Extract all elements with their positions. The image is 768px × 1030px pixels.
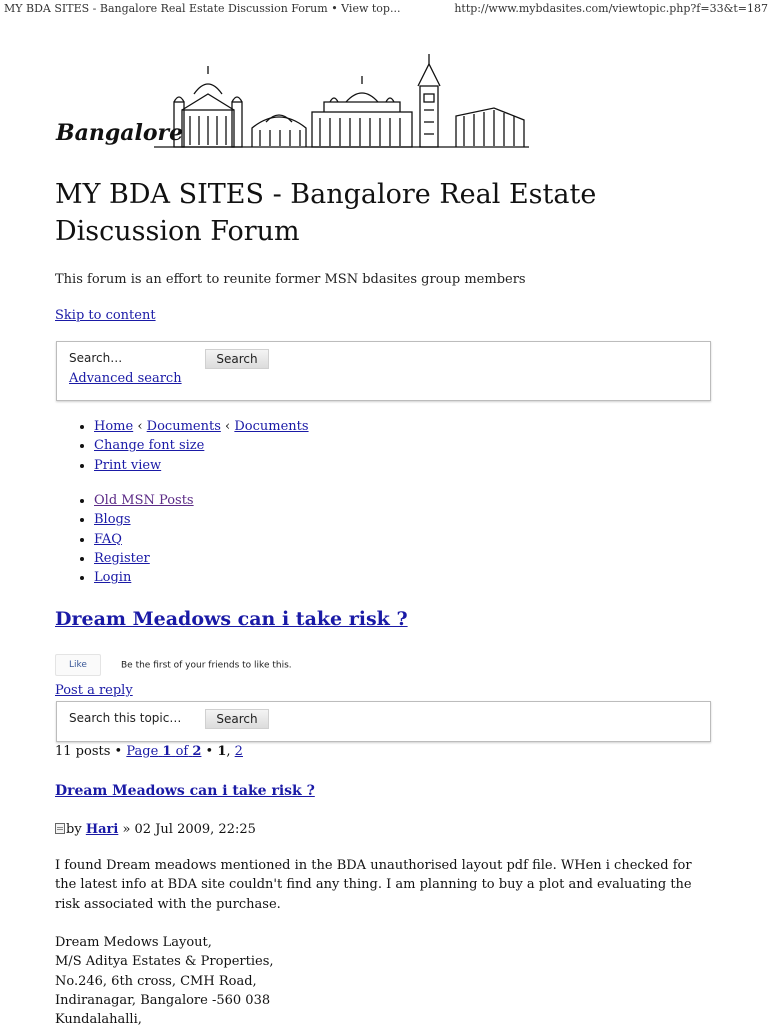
header-search-box xyxy=(56,341,711,401)
post-meta xyxy=(55,822,256,837)
page-current: 1 xyxy=(162,744,172,759)
topic-search-button[interactable]: Search xyxy=(205,709,269,729)
list-item xyxy=(94,456,309,475)
search-button[interactable]: Search xyxy=(205,349,269,369)
site-title-line1: MY BDA SITES - Bangalore Real Estate xyxy=(55,179,597,210)
post-address xyxy=(55,933,715,1029)
page-2-link[interactable]: 2 xyxy=(234,744,243,759)
page-total: 2 xyxy=(192,744,202,759)
list-item xyxy=(94,510,194,529)
post-author-link[interactable]: Hari xyxy=(85,822,119,837)
breadcrumb xyxy=(94,417,309,436)
blogs-link[interactable]: Blogs xyxy=(94,512,131,528)
print-page-url: http://www.mybdasites.com/viewtopic.php?f=33&t=187 xyxy=(454,2,768,15)
breadcrumb-documents-link[interactable]: Documents xyxy=(146,419,221,434)
topic-title xyxy=(55,608,408,630)
list-item xyxy=(94,568,194,587)
print-view-link[interactable]: Print view xyxy=(94,457,162,473)
post-date: » 02 Jul 2009, 22:25 xyxy=(122,822,256,837)
old-msn-posts-link[interactable]: Old MSN Posts xyxy=(94,493,194,508)
breadcrumb-separator: ‹ xyxy=(137,419,143,434)
pagination: 11 posts • Page 1 of 2 • 1, 2 xyxy=(55,744,243,759)
register-link[interactable]: Register xyxy=(94,550,150,566)
page-of: of xyxy=(175,744,189,759)
login-link[interactable]: Login xyxy=(94,570,132,586)
change-font-size-link[interactable]: Change font size xyxy=(94,438,205,454)
topic-search-input[interactable] xyxy=(69,708,199,728)
address-line: No.246, 6th cross, CMH Road, xyxy=(55,973,257,989)
list-item xyxy=(94,530,194,549)
user-links-list xyxy=(76,491,194,587)
like-text: Be the first of your friends to like this. xyxy=(121,660,292,671)
breadcrumb-separator: ‹ xyxy=(225,419,231,434)
breadcrumb-documents-sub-link[interactable]: Documents xyxy=(234,419,309,434)
site-title xyxy=(55,176,715,250)
address-line: Indiranagar, Bangalore -560 038 xyxy=(55,993,271,1009)
list-item xyxy=(94,436,309,455)
topic-search-box xyxy=(56,701,711,742)
facebook-like-widget xyxy=(55,654,292,676)
topic-title-link[interactable]: Dream Meadows can i take risk ? xyxy=(55,608,408,630)
post-by: by xyxy=(66,822,82,837)
page-label: Page xyxy=(126,744,159,759)
posts-count: 11 posts xyxy=(55,744,111,759)
post-reply-link[interactable]: Post a reply xyxy=(55,683,133,698)
advanced-search-link[interactable]: Advanced search xyxy=(69,371,182,386)
site-description: This forum is an effort to reunite former MSN bdasites group members xyxy=(55,272,526,287)
page-1-current: 1 xyxy=(217,744,227,759)
breadcrumb-home-link[interactable]: Home xyxy=(94,419,134,434)
list-item xyxy=(94,549,194,568)
post-title xyxy=(55,783,315,799)
address-line: M/S Aditya Estates & Properties, xyxy=(55,954,274,970)
post-icon[interactable] xyxy=(55,823,65,834)
skip-to-content-link[interactable]: Skip to content xyxy=(55,308,156,323)
page-jump-link[interactable] xyxy=(126,744,201,759)
address-line: Dream Medows Layout, xyxy=(55,935,212,951)
bangalore-skyline-logo[interactable] xyxy=(54,50,534,155)
like-button[interactable]: Like xyxy=(55,654,101,676)
print-page-title: MY BDA SITES - Bangalore Real Estate Discussion Forum • View top... xyxy=(4,2,401,15)
search-input[interactable] xyxy=(69,348,199,368)
post-body-text: I found Dream meadows mentioned in the BDA unauthorised layout pdf file. WHen i checked for the latest info at BDA site couldn't find any thing. I am planning to buy a plot and evaluating the risk associated with the purchase. xyxy=(55,858,692,912)
navbar-list xyxy=(76,417,309,475)
post-title-link[interactable]: Dream Meadows can i take risk ? xyxy=(55,783,315,799)
faq-link[interactable]: FAQ xyxy=(94,531,122,547)
banner-text: Bangalore xyxy=(56,120,184,146)
address-line: Kundalahalli, xyxy=(55,1012,142,1028)
list-item xyxy=(94,491,194,510)
post-body xyxy=(55,856,715,1030)
site-title-line2: Discussion Forum xyxy=(55,216,300,247)
